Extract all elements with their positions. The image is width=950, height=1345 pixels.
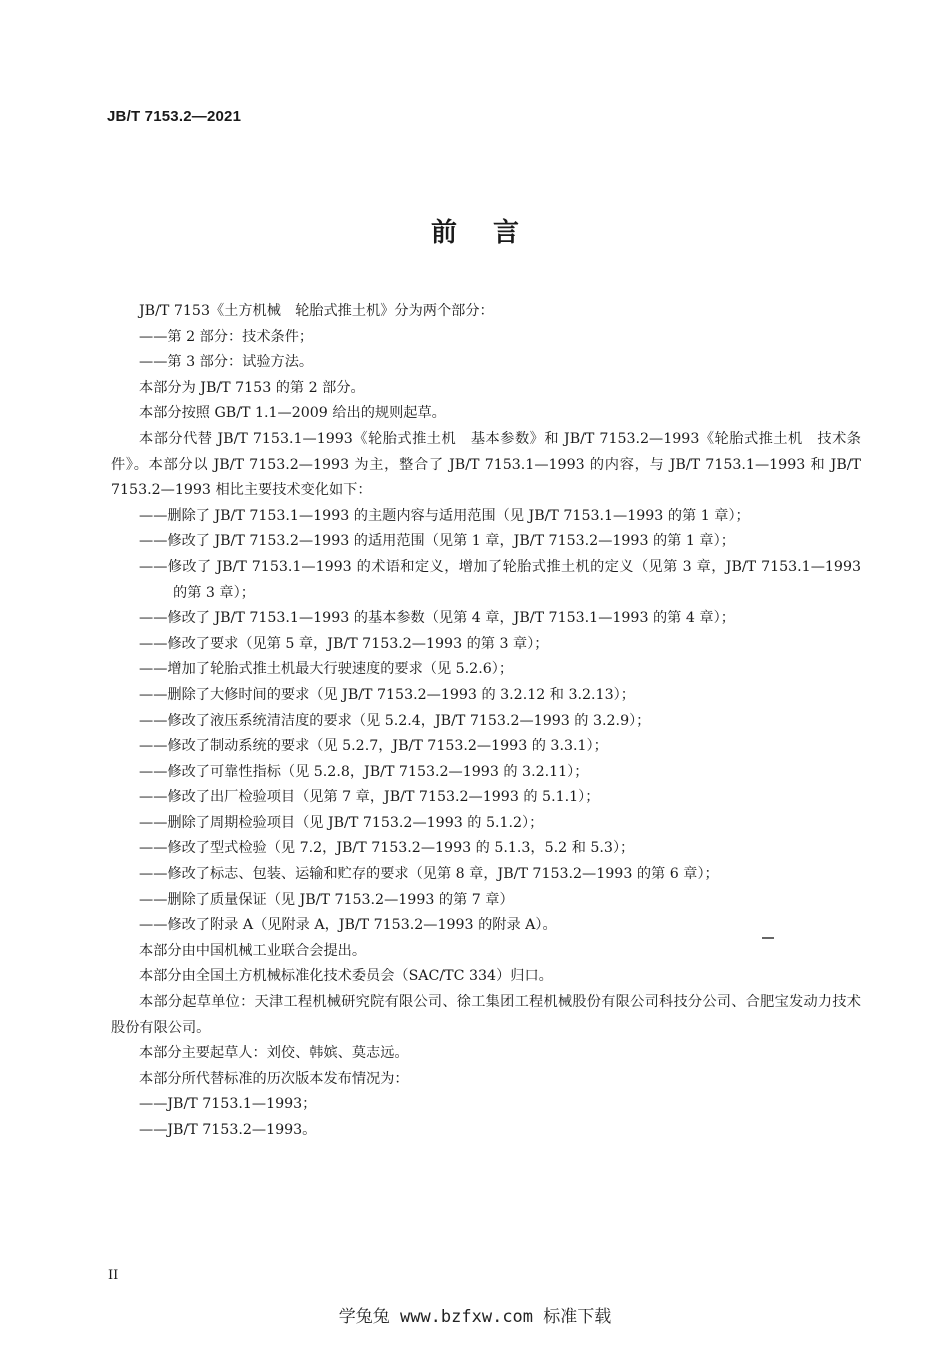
page-number: II	[108, 1268, 119, 1283]
scan-mark	[762, 937, 774, 939]
paragraph: 本部分按照 GB/T 1.1—2009 给出的规则起草。	[139, 405, 446, 422]
footer-watermark: 学兔兔 www.bzfxw.com 标准下载	[338, 1307, 612, 1327]
list-item: ——删除了质量保证（见 JB/T 7153.2—1993 的第 7 章）	[139, 891, 514, 908]
list-item: ——修改了 JB/T 7153.1—1993 的术语和定义，增加了轮胎式推土机的定义（见第 3 章，JB/T 7153.1—1993 的第 3 章）；	[139, 558, 861, 601]
preface-body	[111, 299, 861, 1144]
list-item: ——修改了型式检验（见 7.2，JB/T 7153.2—1993 的 5.1.3，5.2 和 5.3）；	[139, 840, 635, 857]
list-item: ——删除了 JB/T 7153.1—1993 的主题内容与适用范围（见 JB/T 7153.1—1993 的第 1 章）；	[139, 507, 750, 524]
list-item: ——修改了要求（见第 5 章，JB/T 7153.2—1993 的第 3 章）；	[139, 635, 549, 652]
list-item: ——修改了 JB/T 7153.2—1993 的适用范围（见第 1 章，JB/T 7153.2—1993 的第 1 章）；	[139, 533, 735, 550]
list-item: ——第 3 部分：试验方法。	[139, 354, 314, 371]
list-item: ——修改了 JB/T 7153.1—1993 的基本参数（见第 4 章，JB/T 7153.1—1993 的第 4 章）；	[139, 610, 735, 627]
list-item: ——删除了大修时间的要求（见 JB/T 7153.2—1993 的 3.2.12 和 3.2.13）；	[139, 686, 635, 703]
list-item: ——JB/T 7153.1—1993；	[139, 1096, 317, 1113]
paragraph: 本部分主要起草人：刘佼、韩嫔、莫志远。	[139, 1045, 409, 1062]
list-item: ——修改了附录 A（见附录 A，JB/T 7153.2—1993 的附录 A）。	[139, 917, 557, 934]
paragraph: 本部分由中国机械工业联合会提出。	[139, 942, 367, 959]
document-code: JB/T 7153.2—2021	[107, 108, 242, 125]
list-item: ——JB/T 7153.2—1993。	[139, 1122, 317, 1138]
list-item: ——修改了出厂检验项目（见第 7 章，JB/T 7153.2—1993 的 5.1.1）；	[139, 789, 600, 806]
paragraph: 本部分代替 JB/T 7153.1—1993《轮胎式推土机 基本参数》和 JB/T 7153.2—1993《轮胎式推土机 技术条件》。本部分以 JB/T 7153.2—1993 为主，整合了 JB/T 7153.1—1993 的内容，与 JB/T 7153.1—1993 和 JB/T 7153.2—1993 相比主要技术变化如下：	[111, 430, 861, 499]
paragraph: 本部分为 JB/T 7153 的第 2 部分。	[139, 379, 365, 396]
list-item: ——修改了可靠性指标（见 5.2.8，JB/T 7153.2—1993 的 3.2.11）；	[139, 763, 589, 780]
page-title: 前言	[430, 218, 555, 248]
list-item: ——修改了标志、包装、运输和贮存的要求（见第 8 章，JB/T 7153.2—1993 的第 6 章）；	[139, 866, 719, 883]
list-item: ——修改了液压系统清洁度的要求（见 5.2.4，JB/T 7153.2—1993 的 3.2.9）；	[139, 712, 651, 729]
list-item: ——删除了周期检验项目（见 JB/T 7153.2—1993 的 5.1.2）；	[139, 814, 544, 831]
list-item: ——修改了制动系统的要求（见 5.2.7，JB/T 7153.2—1993 的 3.3.1）；	[139, 738, 608, 755]
paragraph: 本部分由全国土方机械标准化技术委员会（SAC/TC 334）归口。	[139, 968, 553, 985]
paragraph: 本部分所代替标准的历次版本发布情况为：	[139, 1070, 409, 1087]
paragraph: JB/T 7153《土方机械 轮胎式推土机》分为两个部分：	[139, 303, 494, 319]
paragraph: 本部分起草单位：天津工程机械研究院有限公司、徐工集团工程机械股份有限公司科技分公司、合肥宝发动力技术股份有限公司。	[111, 994, 861, 1036]
list-item: ——增加了轮胎式推土机最大行驶速度的要求（见 5.2.6）；	[139, 661, 514, 678]
list-item: ——第 2 部分：技术条件；	[139, 328, 314, 345]
